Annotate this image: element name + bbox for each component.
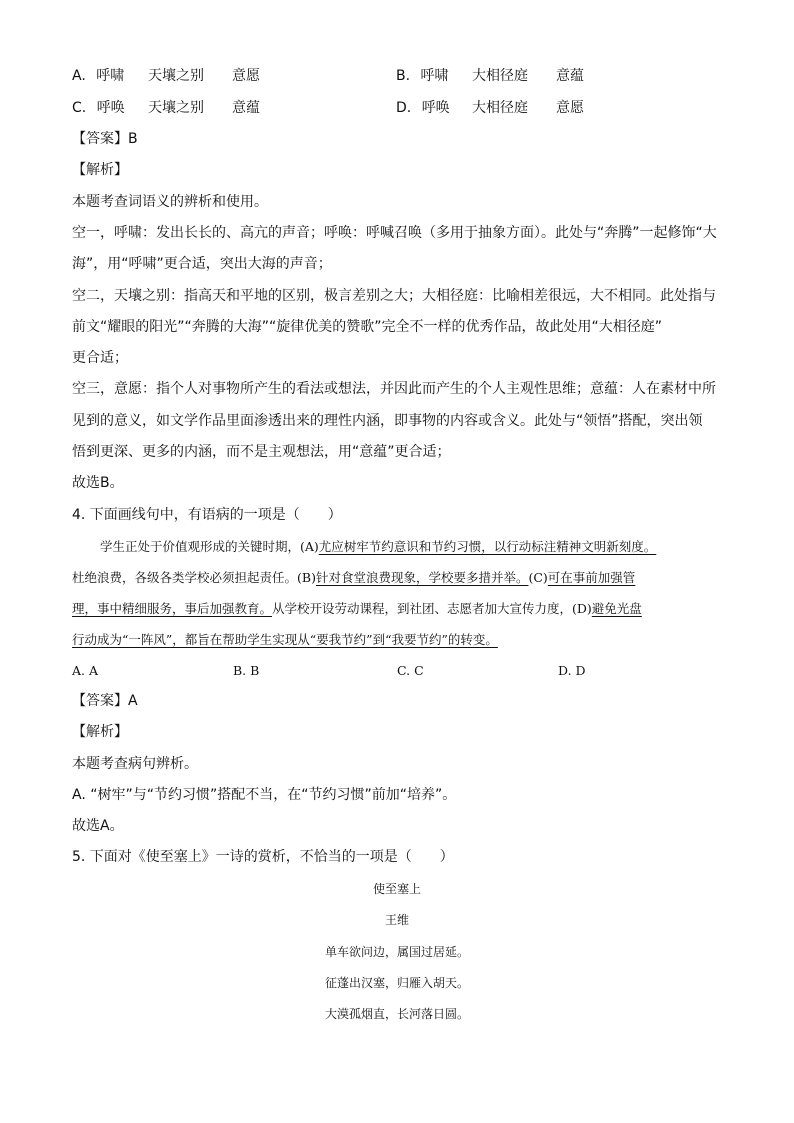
option-word-3: 意愿 [232, 68, 260, 84]
option-word-2: 大相径庭 [472, 68, 528, 84]
option-d [396, 98, 584, 118]
q4-analysis-heading: 【解析】 [72, 724, 128, 740]
q4-intro: 本题考查病句辨析。 [72, 756, 198, 772]
q3-para1-line2: 海”，用“呼啸”更合适，突出大海的声音； [72, 256, 332, 272]
option-word-2: 大相径庭 [472, 100, 528, 116]
q4-option-a: A. A [72, 663, 99, 678]
q3-para3-line1: 空三，意愿：指个人对事物所产生的看法或想法，并因此而产生的个人主观性思维；意蕴：人在素材中所 [72, 381, 716, 397]
option-letter: A. [72, 68, 86, 84]
underlined-sentence-b: 针对食堂浪费现象，学校要多措并举。 [315, 570, 529, 585]
option-b [396, 66, 584, 86]
passage-text: 学生正处于价值观形成的关键时期，(A) [100, 539, 319, 554]
poem-title: 使至塞上 [372, 882, 421, 896]
q3-analysis-heading: 【解析】 [72, 162, 128, 178]
option-word-3: 意蕴 [556, 68, 584, 84]
q4-conclusion: 故选A。 [72, 818, 124, 834]
q3-answer: 【答案】B [72, 131, 138, 147]
q4-explanation: A. “树牢”与“节约习惯”搭配不当，在“节约习惯”前加“培养”。 [72, 787, 457, 803]
option-c [72, 98, 260, 118]
q5-question: 5. 下面对《使至塞上》一诗的赏析，不恰当的一项是（ ） [72, 849, 454, 865]
passage-text: (C) [528, 570, 548, 585]
option-word-1: 呼啸 [420, 68, 449, 84]
q4-option-b: B. B [233, 663, 260, 678]
q4-question: 4. 下面画线句中，有语病的一项是（ ） [72, 507, 342, 523]
q3-para2-line3: 更合适； [72, 350, 128, 366]
option-word-1: 呼唤 [421, 100, 450, 116]
option-a [72, 66, 260, 86]
option-word-3: 意愿 [556, 100, 584, 116]
option-word-3: 意蕴 [232, 100, 260, 116]
option-word-2: 天壤之别 [148, 100, 204, 116]
option-letter: B. [396, 68, 411, 84]
q3-para2-line1: 空二，天壤之别：指高天和平地的区别，极言差别之大；大相径庭：比喻相差很远，大不相同。此处指与 [72, 288, 716, 304]
q4-answer: 【答案】A [72, 693, 138, 709]
poem-line-1: 单车欲问边，属国过居延。 [324, 945, 469, 959]
passage-text: 杜绝浪费，各级各类学校必须担起责任。(B) [72, 570, 316, 585]
option-letter: D. [396, 100, 412, 116]
poem-line-3: 大漠孤烟直，长河落日圆。 [324, 1007, 469, 1021]
q4-option-d: D. D [558, 663, 586, 678]
option-word-2: 天壤之别 [148, 68, 204, 84]
option-word-1: 呼唤 [96, 100, 125, 116]
q4-option-c: C. C [397, 663, 424, 678]
q4-passage-line4 [72, 630, 498, 650]
q4-passage-line1 [100, 537, 656, 557]
q3-para2-line2: 前文“耀眼的阳光”“奔腾的大海”“旋律优美的赞歌”完全不一样的优秀作品，故此处用“大相径庭” [72, 319, 663, 335]
q3-para1-line1: 空一，呼啸：发出长长的、高亢的声音；呼唤：呼喊召唤（多用于抽象方面）。此处与“奔腾”一起修饰“大 [72, 225, 717, 241]
q3-intro: 本题考查词语义的辨析和使用。 [72, 194, 268, 210]
q3-para3-line2: 见到的意义，如文学作品里面渗透出来的理性内涵，即事物的内容或含义。此处与“领悟”搭配，突出领 [72, 413, 703, 429]
q3-para3-line3: 悟到更深、更多的内涵，而不是主观想法，用“意蕴”更合适； [72, 444, 451, 460]
underlined-sentence-c: 可在事前加强管 [547, 570, 636, 585]
underlined-sentence-c-cont: 理，事中精细服务，事后加强教育。 [72, 601, 273, 616]
option-letter: C. [72, 100, 87, 116]
poem-line-2: 征蓬出汉塞，归雁入胡天。 [324, 976, 469, 990]
underlined-sentence-d: 避免光盘 [591, 601, 642, 616]
option-word-1: 呼啸 [96, 68, 125, 84]
underlined-sentence-a: 尤应树牢节约意识和节约习惯，以行动标注精神文明新刻度。 [318, 539, 657, 554]
q3-conclusion: 故选B。 [72, 475, 124, 491]
underlined-sentence-d-cont: 行动成为“一阵风”，都旨在帮助学生实现从“要我节约”到“我要节约”的转变。 [72, 632, 498, 647]
poem-author: 王维 [384, 913, 409, 927]
q4-passage-line2 [72, 568, 635, 588]
passage-text: 从学校开设劳动课程，到社团、志愿者加大宣传力度，(D) [272, 601, 592, 616]
q4-passage-line3 [72, 599, 642, 619]
